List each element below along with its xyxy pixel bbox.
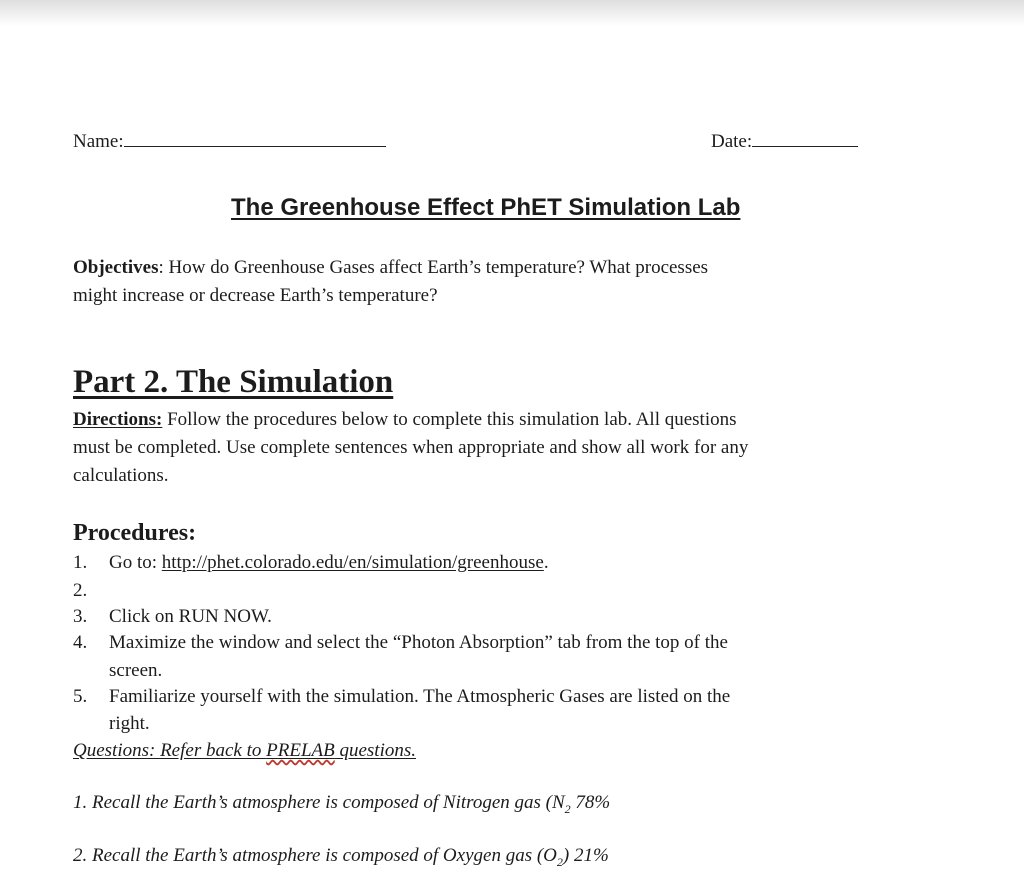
procedure-item-3: [73, 606, 272, 628]
procedure-item-5: [73, 686, 730, 708]
date-blank[interactable]: [752, 145, 858, 147]
questions-label: [73, 740, 416, 762]
questions-label-1: Questions: Refer back to: [73, 740, 267, 761]
directions-line-3: calculations.: [73, 465, 169, 486]
directions-label: Directions:: [73, 409, 163, 430]
procedure-suffix: .: [543, 552, 549, 573]
procedure-text: Click on RUN NOW.: [109, 606, 272, 627]
prelab-word: PRELAB: [266, 740, 335, 761]
procedure-item-4-cont: screen.: [109, 660, 163, 681]
procedure-num: 4.: [73, 632, 88, 653]
name-blank[interactable]: [124, 145, 386, 147]
procedure-text: Familiarize yourself with the simulation. The Atmospheric Gases are listed on the: [109, 686, 731, 707]
name-label: Name:: [73, 131, 124, 152]
question-1-subscript: 2: [564, 801, 571, 816]
procedure-num: 3.: [73, 606, 88, 627]
procedure-item-2: [73, 580, 109, 602]
procedure-num: 1.: [73, 552, 88, 573]
procedures-heading: Procedures:: [73, 520, 197, 546]
objectives-text-1: : How do Greenhouse Gases affect Earth’s temperature? What processes: [158, 257, 709, 278]
top-shade: [0, 0, 1024, 26]
part2-heading: Part 2. The Simulation: [73, 364, 394, 400]
question-1-value: 78%: [570, 792, 611, 813]
date-field: [711, 131, 858, 153]
simulation-link[interactable]: http://phet.colorado.edu/en/simulation/greenhouse: [161, 552, 544, 573]
question-2: [73, 845, 609, 870]
question-1: [73, 792, 610, 817]
objectives-line-2: might increase or decrease Earth’s temperature?: [73, 285, 438, 306]
directions-line-2: must be completed. Use complete sentences when appropriate and show all work for any: [73, 437, 749, 458]
procedure-prefix: Go to:: [109, 552, 162, 573]
questions-label-2: questions.: [334, 740, 417, 761]
question-2-subscript: 2: [556, 854, 563, 869]
procedure-num: 2.: [73, 580, 88, 601]
procedure-item-4: [73, 632, 728, 654]
name-field: [73, 131, 386, 153]
procedure-item-1: [73, 552, 549, 574]
page-title: The Greenhouse Effect PhET Simulation Lab: [231, 194, 741, 221]
objectives-label: Objectives: [73, 257, 159, 278]
procedure-item-5-cont: right.: [109, 713, 150, 734]
date-label: Date:: [711, 131, 753, 152]
objectives-line-1: [73, 257, 708, 279]
directions-text-1: Follow the procedures below to complete this simulation lab. All questions: [162, 409, 737, 430]
procedure-text: Maximize the window and select the “Photon Absorption” tab from the top of the: [109, 632, 728, 653]
question-1-text: 1. Recall the Earth’s atmosphere is composed of Nitrogen gas (N: [73, 792, 565, 813]
directions-line-1: [73, 409, 737, 431]
question-2-text: 2. Recall the Earth’s atmosphere is composed of Oxygen gas (O: [73, 845, 557, 866]
question-2-value: ) 21%: [562, 845, 609, 866]
procedure-num: 5.: [73, 686, 88, 707]
